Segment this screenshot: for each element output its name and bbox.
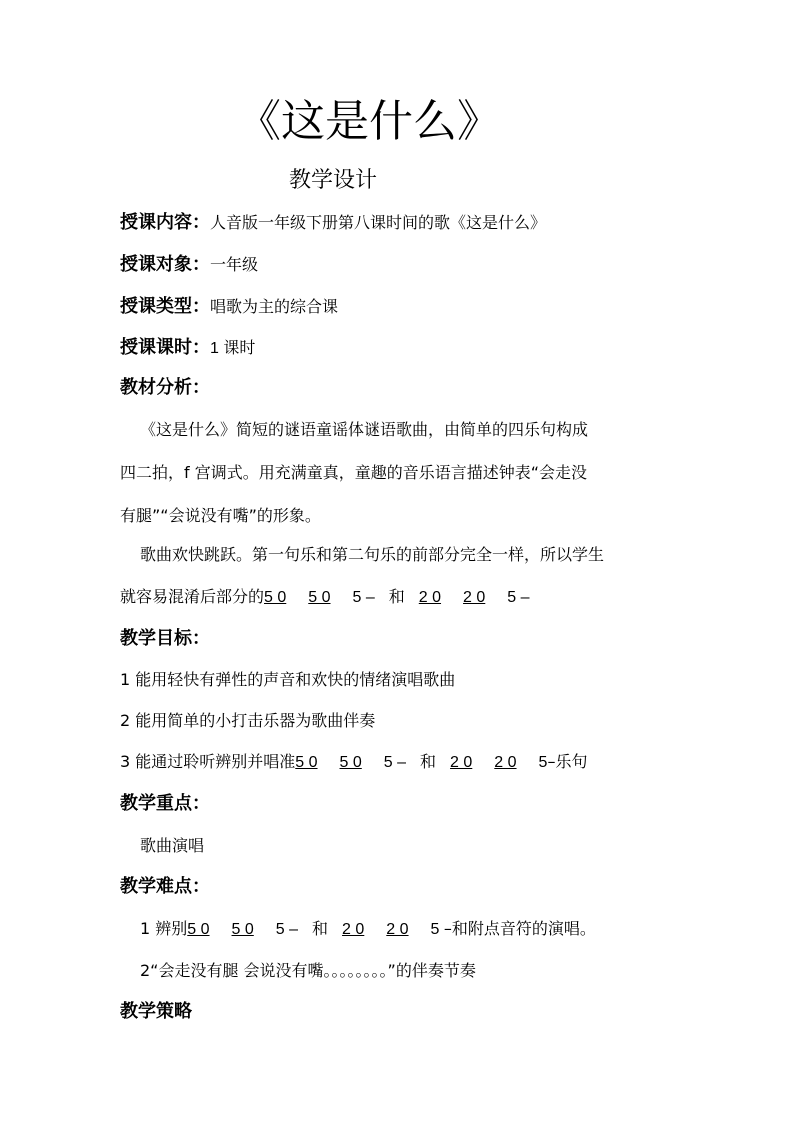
info-value: 唱歌为主的综合课 xyxy=(210,297,339,316)
notation-5-0: 5 0 xyxy=(231,921,254,938)
analysis-notation-line xyxy=(120,583,720,612)
notation-and: 和 xyxy=(312,919,329,938)
difficulty-item-notation xyxy=(140,915,740,944)
analysis-text: 就容易混淆后部分的 xyxy=(120,587,265,606)
info-line-content xyxy=(120,209,720,237)
notation-and: 和 xyxy=(420,752,437,771)
analysis-text: 四二拍，f 宫调式。用充满童真，童趣的音乐语言描述钟表“会走没 xyxy=(120,463,588,482)
goal-text: –乐句 xyxy=(547,752,588,771)
section-heading-difficulties: 教学难点： xyxy=(120,876,210,897)
info-label: 授课对象： xyxy=(120,254,210,275)
difficulty-item: 2“会走没有腿 会说没有嘴。。。。。。。。”的伴奏节奏 xyxy=(140,961,476,980)
notation-5: 5 xyxy=(538,754,548,771)
analysis-text: 有腿”“会说没有嘴”的形象。 xyxy=(120,506,321,525)
info-label: 授课类型： xyxy=(120,296,210,317)
notation-and: 和 xyxy=(388,587,405,606)
analysis-text: 歌曲欢快跳跃。第一句乐和第二句乐的前部分完全一样，所以学生 xyxy=(140,545,605,564)
notation-2-0: 2 0 xyxy=(342,921,365,938)
info-value: 一年级 xyxy=(210,255,259,274)
notation-2-0: 2 0 xyxy=(450,754,473,771)
notation-5-dash: 5 – xyxy=(507,589,530,606)
key-point-text: 歌曲演唱 xyxy=(140,836,205,855)
section-heading-strategy: 教学策略 xyxy=(120,1001,192,1022)
info-value: 1 课时 xyxy=(210,340,256,357)
goal-item: 1 能用轻快有弹性的声音和欢快的情绪演唱歌曲 xyxy=(120,670,456,689)
document-subtitle: 教学设计 xyxy=(289,168,378,193)
section-heading-analysis: 教材分析： xyxy=(120,377,210,398)
goal-item-notation xyxy=(120,748,720,777)
notation-5-dash: 5 – xyxy=(383,754,407,771)
info-label: 授课课时： xyxy=(120,337,210,358)
notation-5-0: 5 0 xyxy=(295,754,318,771)
notation-5: 5 xyxy=(430,921,444,938)
notation-5-0: 5 0 xyxy=(308,589,331,606)
goal-item: 2 能用简单的小打击乐器为歌曲伴奏 xyxy=(120,711,376,730)
notation-2-0: 2 0 xyxy=(494,754,517,771)
document-title: 《这是什么》 xyxy=(237,96,501,147)
section-heading-goals: 教学目标： xyxy=(120,628,210,649)
info-line-audience xyxy=(120,251,720,279)
analysis-text: 《这是什么》简短的谜语童谣体谜语歌曲，由简单的四乐句构成 xyxy=(140,420,589,439)
difficulty-text: 1 辨别 xyxy=(140,919,188,938)
notation-5-0: 5 0 xyxy=(264,589,287,606)
info-line-type xyxy=(120,293,720,321)
notation-2-0: 2 0 xyxy=(463,589,486,606)
difficulty-text: –和附点音符的演唱。 xyxy=(443,919,596,938)
info-label: 授课内容： xyxy=(120,212,210,233)
info-value: 人音版一年级下册第八课时间的歌《这是什么》 xyxy=(210,213,547,232)
notation-5-0: 5 0 xyxy=(339,754,362,771)
section-heading-key-points: 教学重点： xyxy=(120,793,210,814)
info-line-hours xyxy=(120,334,720,363)
notation-5-dash: 5 – xyxy=(275,921,299,938)
notation-5-0: 5 0 xyxy=(187,921,210,938)
notation-5-dash: 5 – xyxy=(352,589,375,606)
goal-text: 3 能通过聆听辨别并唱准 xyxy=(120,752,296,771)
notation-2-0: 2 0 xyxy=(418,589,442,606)
notation-2-0: 2 0 xyxy=(386,921,409,938)
